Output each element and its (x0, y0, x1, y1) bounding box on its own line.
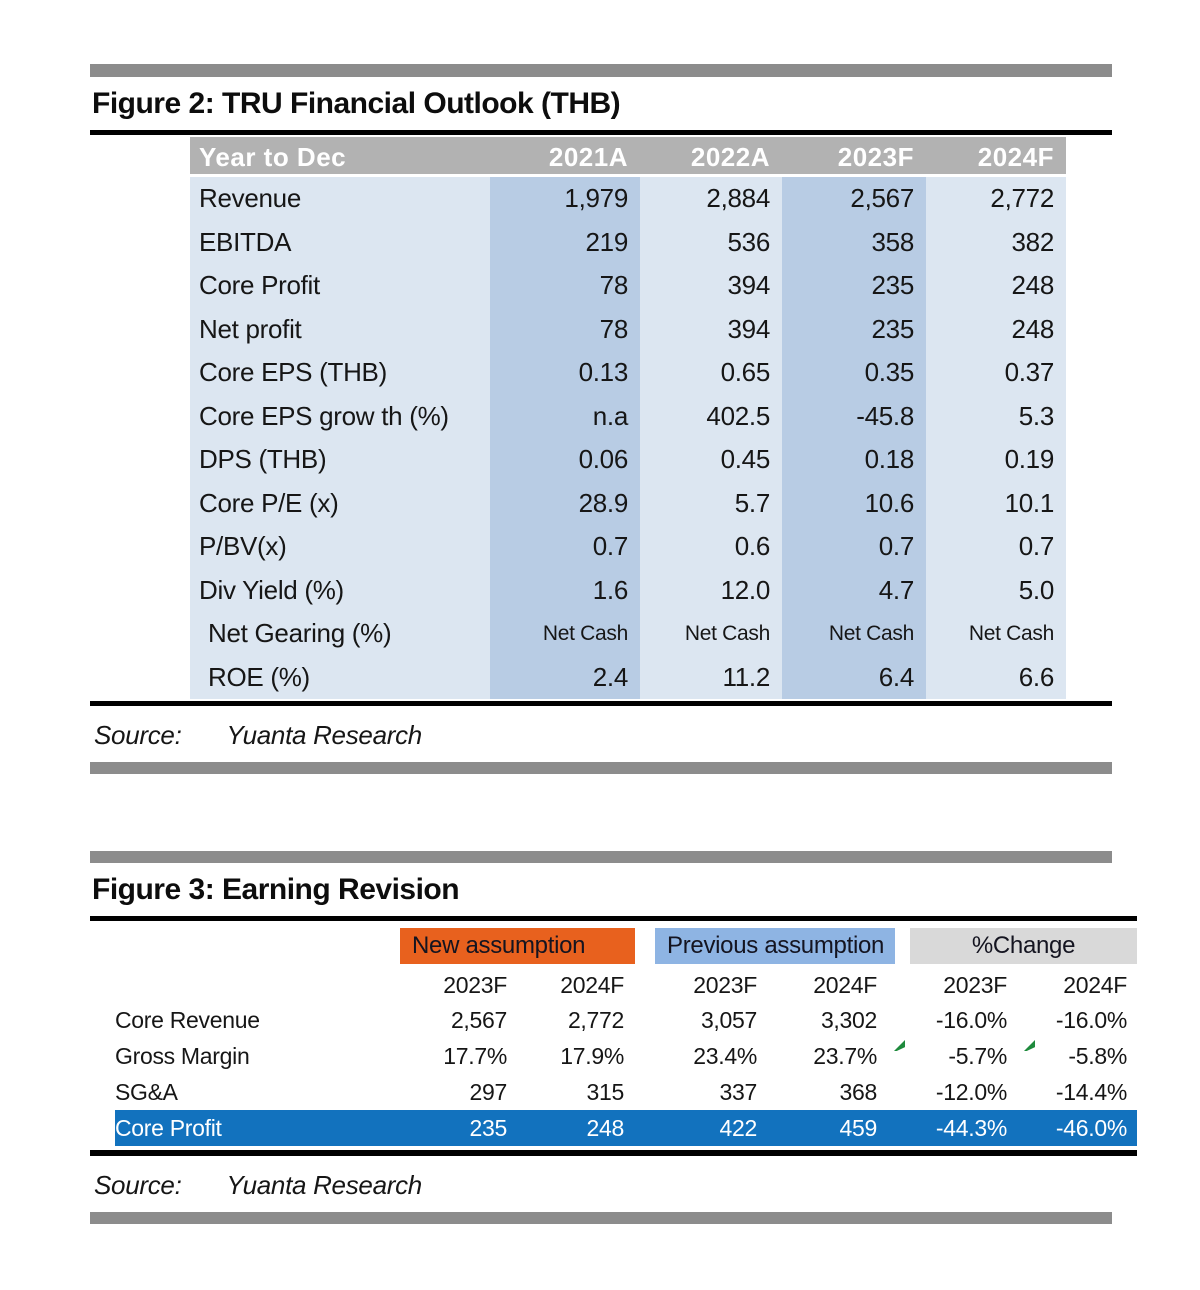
row-label: Core Revenue (115, 1007, 260, 1033)
row-label: Core Profit (190, 264, 490, 308)
cell: 394 (640, 308, 782, 352)
cell: Net Cash (926, 612, 1066, 656)
column-header: 2023F (837, 142, 914, 172)
section-divider-bar (90, 762, 1112, 774)
cell: 248 (926, 308, 1066, 352)
cell: 315 (586, 1079, 624, 1105)
cell: 3,057 (700, 1007, 757, 1033)
figure2-title: Figure 2: TRU Financial Outlook (THB) (92, 87, 621, 120)
table-row (190, 351, 1066, 395)
cell: 1,979 (490, 177, 640, 221)
cell-value: 23.7% (813, 1043, 877, 1069)
cell: 0.18 (782, 438, 926, 482)
cell: 358 (782, 221, 926, 265)
cell: 0.7 (926, 525, 1066, 569)
cell: 248 (586, 1115, 624, 1141)
cell: 78 (490, 308, 640, 352)
cell: Net Cash (490, 612, 640, 656)
table-row (190, 438, 1066, 482)
row-label: Net profit (190, 308, 490, 352)
title-rule (90, 916, 1137, 921)
pct-change-header: %Change (910, 928, 1137, 964)
cell: 10.6 (782, 482, 926, 526)
cell: 23.4% (693, 1043, 757, 1069)
cell: 11.2 (640, 656, 782, 700)
column-header: 2024F (560, 972, 624, 998)
cell: -46.0% (1055, 1115, 1127, 1141)
row-label: Core P/E (x) (190, 482, 490, 526)
section-divider-bar (90, 64, 1112, 77)
figure3-source (94, 1168, 1137, 1202)
cell: 368 (839, 1079, 877, 1105)
cell: 0.65 (640, 351, 782, 395)
column-header: 2023F (443, 972, 507, 998)
source-value: Yuanta Research (226, 720, 422, 750)
figure2-section (90, 64, 1112, 774)
cell: -16.0% (935, 1007, 1007, 1033)
cell: 3,302 (820, 1007, 877, 1033)
column-header: 2023F (943, 972, 1007, 998)
year-header-row (115, 968, 1137, 1002)
cell: -12.0% (935, 1079, 1007, 1105)
cell: -14.4% (1055, 1079, 1127, 1105)
cell: 5.0 (926, 569, 1066, 613)
source-label: Source: (94, 720, 182, 750)
row-label: SG&A (115, 1079, 178, 1105)
column-header: 2021A (548, 142, 628, 172)
table-row (190, 395, 1066, 439)
table-row (190, 177, 1066, 221)
row-label: Net Gearing (%) (190, 612, 490, 656)
table-row (190, 569, 1066, 613)
column-header: 2024F (1063, 972, 1127, 998)
cell: 2,772 (567, 1007, 624, 1033)
cell: 1.6 (490, 569, 640, 613)
financial-outlook-table (190, 137, 1066, 699)
cell: 0.06 (490, 438, 640, 482)
row-label: EBITDA (190, 221, 490, 265)
table-row (190, 525, 1066, 569)
cell: 337 (719, 1079, 757, 1105)
row-label: Gross Margin (115, 1043, 250, 1069)
cell: 402.5 (640, 395, 782, 439)
table-row-highlighted (115, 1110, 1137, 1146)
cell: 0.13 (490, 351, 640, 395)
cell: 297 (469, 1079, 507, 1105)
cell: 422 (719, 1115, 757, 1141)
figure3-title: Figure 3: Earning Revision (92, 873, 460, 906)
cell: 5.7 (640, 482, 782, 526)
row-label: Revenue (190, 177, 490, 221)
cell: 394 (640, 264, 782, 308)
cell: -45.8 (782, 395, 926, 439)
cell: 459 (839, 1115, 877, 1141)
cell: 78 (490, 264, 640, 308)
cell: 0.7 (782, 525, 926, 569)
figure2-source (94, 718, 1112, 752)
cell: 2,772 (926, 177, 1066, 221)
cell: 2,567 (782, 177, 926, 221)
cell-value: -5.7% (948, 1043, 1007, 1069)
spacer (115, 968, 400, 1002)
cell: 12.0 (640, 569, 782, 613)
row-label: ROE (%) (190, 656, 490, 700)
cell: 235 (782, 264, 926, 308)
source-value: Yuanta Research (226, 1170, 422, 1200)
row-label: P/BV(x) (190, 525, 490, 569)
table-header-row (190, 137, 1066, 177)
cell: 28.9 (490, 482, 640, 526)
cell: Net Cash (782, 612, 926, 656)
cell: -44.3% (935, 1115, 1007, 1141)
cell: 382 (926, 221, 1066, 265)
source-label: Source: (94, 1170, 182, 1200)
cell: 536 (640, 221, 782, 265)
row-label: DPS (THB) (190, 438, 490, 482)
table-row (190, 482, 1066, 526)
cell: 6.6 (926, 656, 1066, 700)
assumption-group-header (90, 928, 1137, 964)
cell (885, 1038, 1015, 1074)
new-assumption-header: New assumption (400, 928, 635, 964)
cell: n.a (490, 395, 640, 439)
cell: 219 (490, 221, 640, 265)
cell: 235 (469, 1115, 507, 1141)
column-header: 2022A (690, 142, 770, 172)
section-divider-bar (90, 851, 1112, 863)
cell: 0.45 (640, 438, 782, 482)
cell: 2,884 (640, 177, 782, 221)
cell: 17.9% (560, 1043, 624, 1069)
row-label: Core EPS (THB) (190, 351, 490, 395)
column-header: 2023F (693, 972, 757, 998)
table-bottom-rule (90, 701, 1112, 706)
table-row (190, 264, 1066, 308)
column-header: Year to Dec (199, 142, 347, 172)
cell: 4.7 (782, 569, 926, 613)
row-label: Core EPS grow th (%) (190, 395, 490, 439)
section-divider-bar (90, 1212, 1112, 1224)
cell: 2.4 (490, 656, 640, 700)
cell: 0.37 (926, 351, 1066, 395)
cell: 17.7% (443, 1043, 507, 1069)
title-rule (90, 130, 1112, 135)
cell: 5.3 (926, 395, 1066, 439)
table-row (190, 612, 1066, 656)
cell: 2,567 (450, 1007, 507, 1033)
cell: 0.6 (640, 525, 782, 569)
cell (765, 1038, 885, 1074)
table-row (115, 1002, 1137, 1038)
table-row (190, 656, 1066, 700)
row-label: Core Profit (115, 1115, 222, 1141)
table-row (115, 1038, 1137, 1074)
cell: -16.0% (1055, 1007, 1127, 1033)
cell: 0.7 (490, 525, 640, 569)
cell: 235 (782, 308, 926, 352)
column-header: 2024F (977, 142, 1054, 172)
cell: 0.35 (782, 351, 926, 395)
table-bottom-rule (90, 1150, 1137, 1156)
figure3-section (90, 851, 1137, 1224)
table-row (190, 308, 1066, 352)
table-row (190, 221, 1066, 265)
cell: Net Cash (640, 612, 782, 656)
cell: 6.4 (782, 656, 926, 700)
column-header: 2024F (813, 972, 877, 998)
previous-assumption-header: Previous assumption (655, 928, 895, 964)
row-label: Div Yield (%) (190, 569, 490, 613)
cell: 0.19 (926, 438, 1066, 482)
cell: 248 (926, 264, 1066, 308)
cell: -5.8% (1068, 1043, 1127, 1069)
table-row (115, 1074, 1137, 1110)
cell: 10.1 (926, 482, 1066, 526)
